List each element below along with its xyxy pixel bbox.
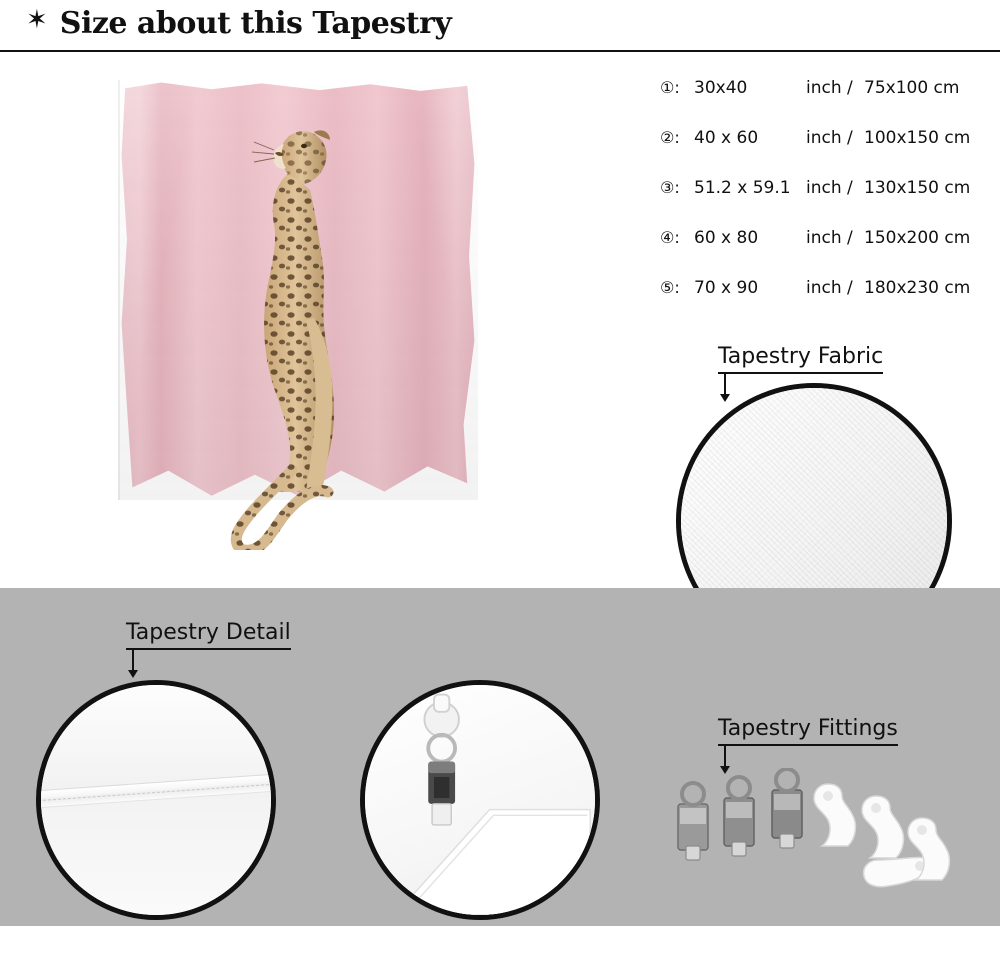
size-cm-value: 75x100 cm	[864, 78, 960, 98]
size-number: ②:	[660, 128, 680, 147]
fittings-parts	[672, 768, 992, 898]
size-cm-value: 130x150 cm	[864, 178, 971, 198]
size-cm-value: 100x150 cm	[864, 128, 971, 148]
fittings-section-heading	[718, 716, 898, 746]
clip-hook-illustration	[365, 685, 595, 915]
size-inch-value: 30x40	[694, 78, 748, 98]
size-inch-value: 40 x 60	[694, 128, 759, 148]
size-inch-value: 51.2 x 59.1	[694, 178, 791, 198]
size-unit-label: inch /	[806, 128, 853, 148]
fittings-heading-pointer	[724, 746, 726, 768]
size-inch-value: 60 x 80	[694, 228, 759, 248]
size-number: ⑤:	[660, 278, 680, 297]
size-unit-label: inch /	[806, 278, 853, 298]
fittings-illustration	[672, 768, 992, 898]
fabric-heading-pointer	[724, 374, 726, 396]
page-header	[0, 0, 1000, 52]
leopard-illustration	[218, 120, 378, 550]
size-row	[660, 78, 990, 128]
page-title: Size about this Tapestry	[59, 5, 452, 41]
size-row	[660, 128, 990, 178]
size-row	[660, 178, 990, 228]
fabric-section-heading	[718, 344, 883, 374]
size-number: ④:	[660, 228, 680, 247]
fabric-heading-text: Tapestry Fabric	[718, 344, 883, 374]
size-number: ③:	[660, 178, 680, 197]
detail-heading-pointer	[132, 650, 134, 672]
star-icon: ✶	[26, 5, 48, 35]
tapestry-product-image	[118, 80, 478, 520]
clip-closeup-circle	[360, 680, 600, 920]
size-unit-label: inch /	[806, 78, 853, 98]
size-row	[660, 278, 990, 328]
size-unit-label: inch /	[806, 178, 853, 198]
size-cm-value: 180x230 cm	[864, 278, 971, 298]
size-row	[660, 228, 990, 278]
footer-spacer	[0, 926, 1000, 964]
detail-section-heading	[126, 620, 291, 650]
hem-closeup-circle	[36, 680, 276, 920]
size-unit-label: inch /	[806, 228, 853, 248]
detail-heading-text: Tapestry Detail	[126, 620, 291, 650]
size-number: ①:	[660, 78, 680, 97]
fittings-heading-text: Tapestry Fittings	[718, 716, 898, 746]
size-inch-value: 70 x 90	[694, 278, 759, 298]
size-list	[660, 78, 990, 328]
size-cm-value: 150x200 cm	[864, 228, 971, 248]
